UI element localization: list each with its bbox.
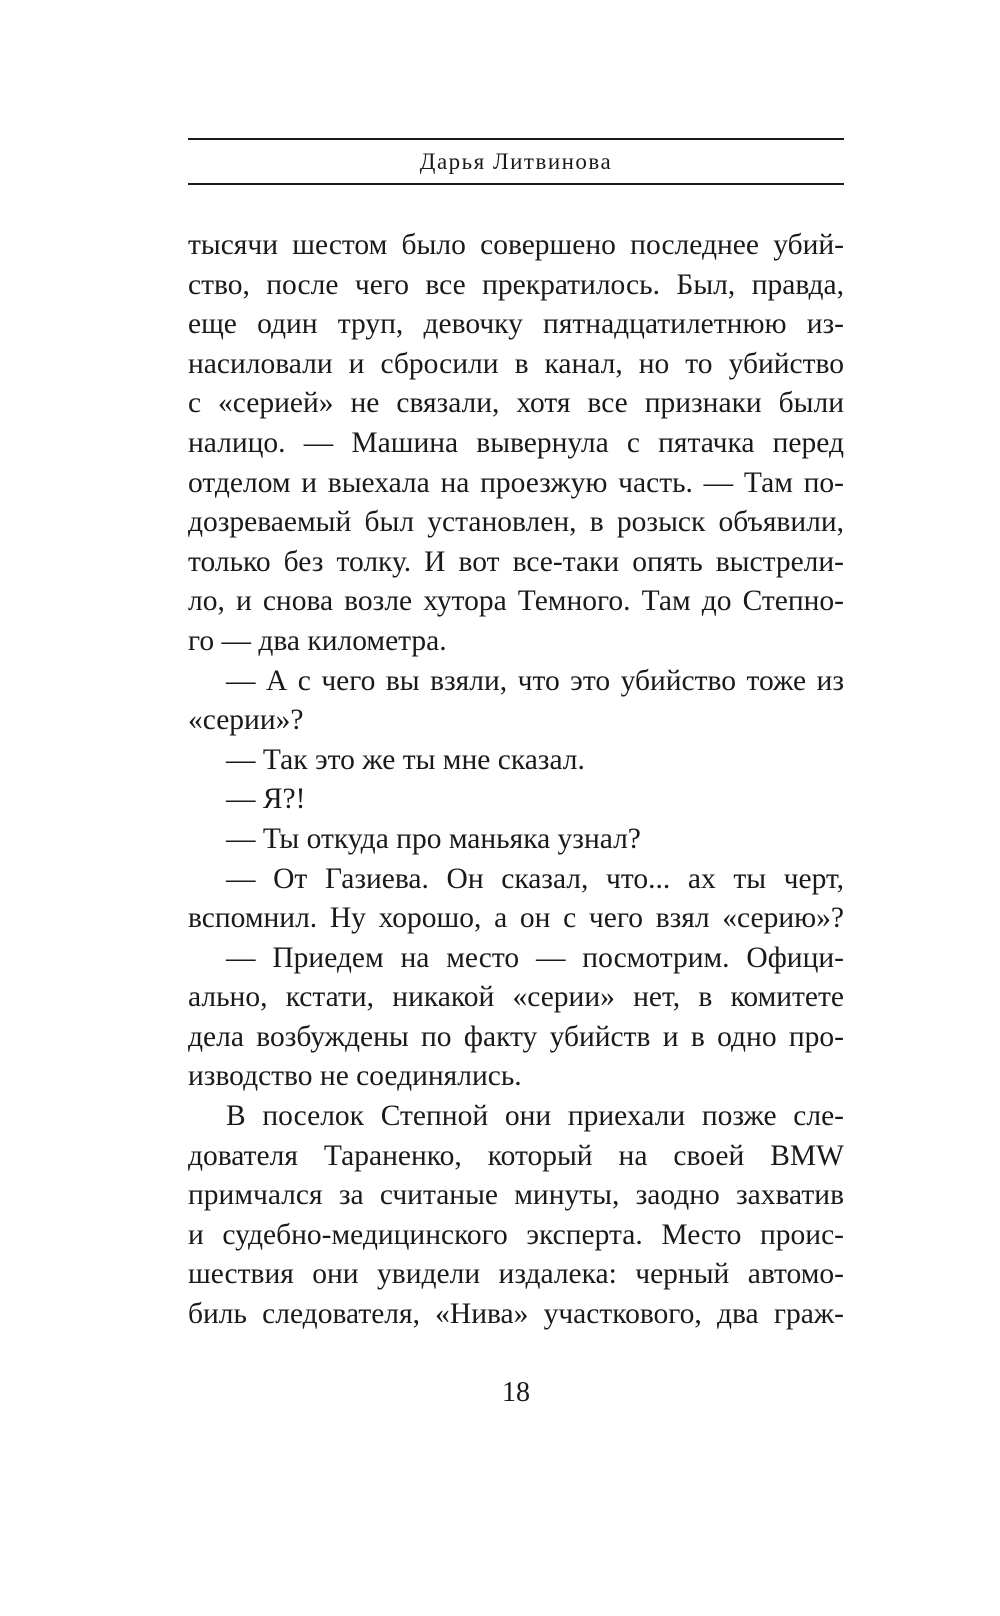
running-head-author: Дарья Литвинова xyxy=(419,149,613,174)
text-line: дела возбуждены по факту убийств и в одно про- xyxy=(188,1020,844,1053)
text-line: отделом и выехала на проезжую часть. — Там по- xyxy=(188,466,844,499)
text-line: налицо. — Машина вывернула с пятачка перед xyxy=(188,426,844,459)
text-line: только без толку. И вот все-таки опять выстрели- xyxy=(188,545,844,578)
text-line: биль следователя, «Нива» участкового, два граж- xyxy=(188,1298,844,1331)
text-line: В поселок Степной они приехали позже сле- xyxy=(226,1100,844,1133)
text-line: го — два километра. xyxy=(188,624,447,657)
text-line: — Я?! xyxy=(226,783,306,816)
text-line: — От Газиева. Он сказал, что... ах ты черт, xyxy=(226,862,844,895)
text-line: с «серией» не связали, хотя все признаки были xyxy=(188,387,844,420)
text-line: ло, и снова возле хутора Темного. Там до Степно- xyxy=(188,585,844,618)
text-line: примчался за считаные минуты, заодно захватив xyxy=(188,1179,844,1212)
text-line: дозреваемый был установлен, в розыск объявили, xyxy=(188,506,844,539)
text-line: — А с чего вы взяли, что это убийство тоже из xyxy=(226,664,844,697)
text-line: тысячи шестом было совершено последнее убий- xyxy=(188,229,844,261)
text-line: — Ты откуда про маньяка узнал? xyxy=(226,822,641,855)
page-number: 18 xyxy=(502,1377,530,1408)
text-line: — Так это же ты мне сказал. xyxy=(226,743,585,776)
text-line: ально, кстати, никакой «серии» нет, в комитете xyxy=(188,981,844,1014)
text-line: насиловали и сбросили в канал, но то убийство xyxy=(188,347,844,380)
header-rule-bottom xyxy=(188,183,844,185)
text-line: дователя Тараненко, который на своей BMW xyxy=(188,1139,844,1172)
text-line: вспомнил. Ну хорошо, а он с чего взял «серию»? xyxy=(188,902,844,935)
text-line: изводство не соединялись. xyxy=(188,1060,522,1093)
body-text xyxy=(188,226,844,1335)
text-line: — Приедем на место — посмотрим. Офици- xyxy=(226,941,844,974)
text-line: шествия они увидели издалека: черный автомо- xyxy=(188,1258,844,1291)
text-line: «серии»? xyxy=(188,704,304,737)
text-line: и судебно-медицинского эксперта. Место проис- xyxy=(188,1218,844,1251)
text-line: ство, после чего все прекратилось. Был, правда, xyxy=(188,268,844,301)
header-rule-top xyxy=(188,138,844,140)
text-line: еще один труп, девочку пятнадцатилетнюю из- xyxy=(188,308,844,341)
